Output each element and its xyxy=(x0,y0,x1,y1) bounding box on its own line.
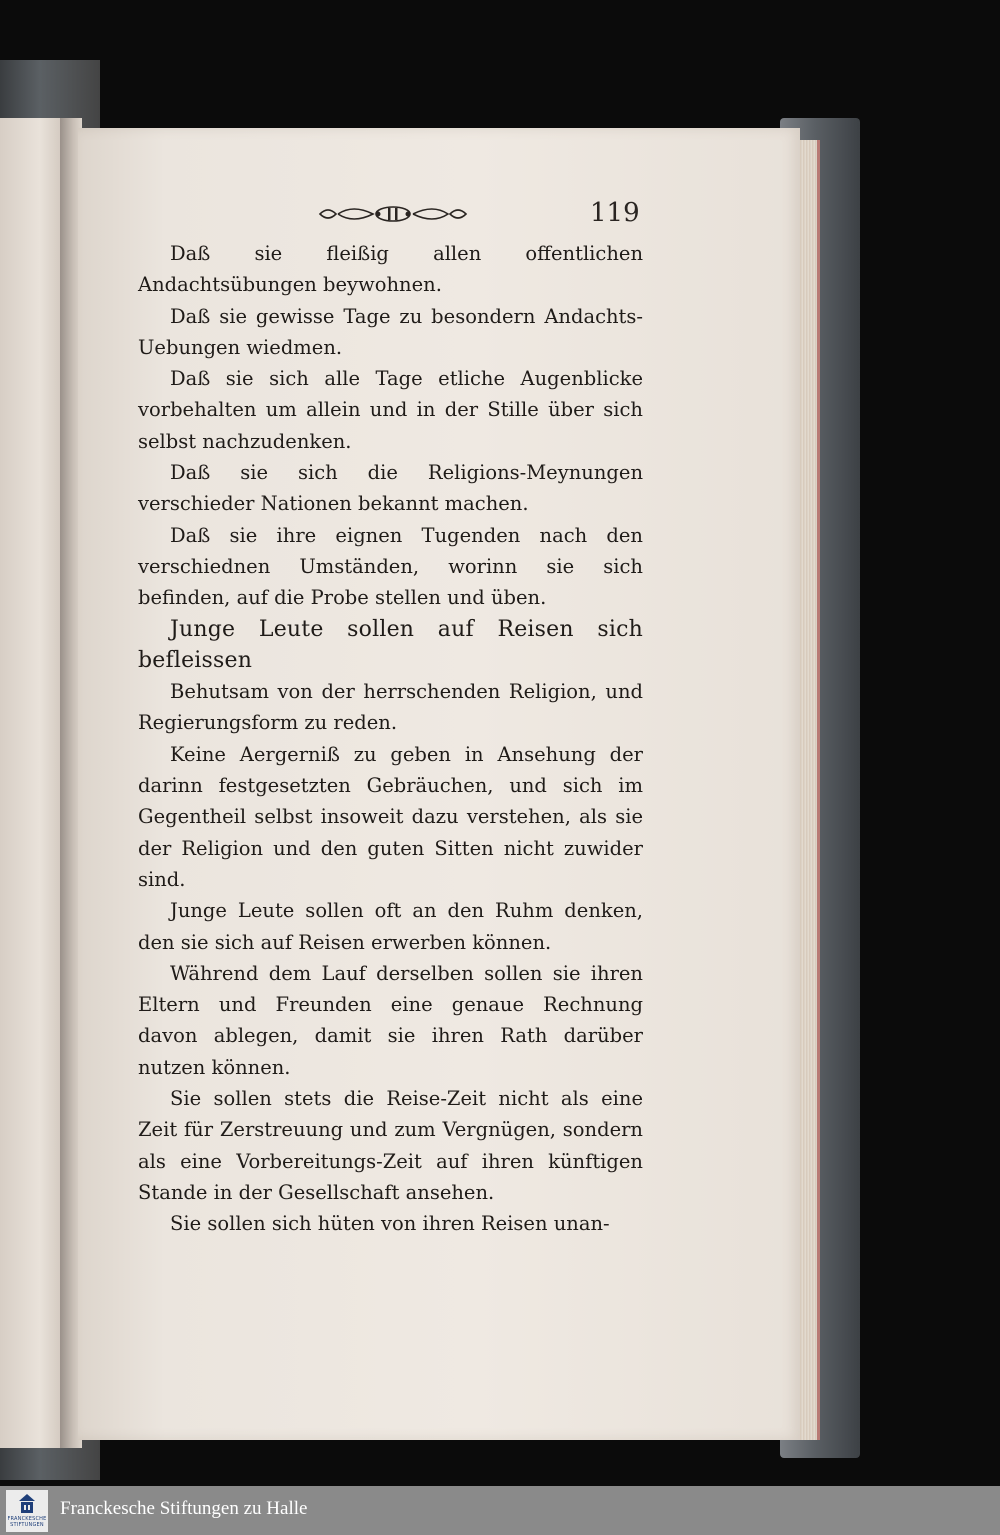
paragraph: Keine Aergerniß zu geben in Ansehung der darinn festgesetzten Gebräuchen, und sich im Gegentheil selbst insoweit dazu verstehen, als sie der Religion und den guten Sitten nicht zuwider sind. xyxy=(138,742,643,891)
logo-text-line: STIFTUNGEN xyxy=(10,1522,44,1528)
paragraph: Während dem Lauf derselben sollen sie ihren Eltern und Freunden eine genaue Rechnung davon ablegen, damit sie ihren Rath darüber nutzen können. xyxy=(138,961,643,1079)
left-page xyxy=(0,118,66,1448)
paragraph: Daß sie fleißig allen offentlichen Andachtsübungen beywohnen. xyxy=(138,242,643,297)
ornament-icon xyxy=(318,204,468,224)
page-number: 119 xyxy=(590,198,640,228)
paragraph: Junge Leute sollen oft an den Ruhm denken, den sie sich auf Reisen erwerben können. xyxy=(138,899,643,954)
paragraph: Daß sie sich alle Tage etliche Augenblicke vorbehalten um allein und in der Stille über sich selbst nachzudenken. xyxy=(138,367,643,453)
paragraph: Daß sie gewisse Tage zu besondern Andachts-Uebungen wiedmen. xyxy=(138,304,643,359)
building-icon xyxy=(19,1494,35,1514)
page-header xyxy=(300,198,640,232)
institution-logo[interactable] xyxy=(6,1490,48,1532)
institution-title: Franckesche Stiftungen zu Halle xyxy=(60,1498,308,1519)
section-heading: Junge Leute sollen auf Reisen sich befleissen xyxy=(138,616,643,673)
logo-text-line: FRANCKESCHE xyxy=(7,1516,47,1522)
paragraph: Daß sie ihre eignen Tugenden nach den verschiednen Umständen, worinn sie sich befinden, auf die Probe stellen und üben. xyxy=(138,523,643,610)
paragraph: Daß sie sich die Religions-Meynungen verschieder Nationen bekannt machen. xyxy=(138,461,643,516)
page-body xyxy=(138,238,643,1240)
paragraph: Behutsam von der herrschenden Religion, und Regierungsform zu reden. xyxy=(138,680,643,735)
paragraph: Sie sollen stets die Reise-Zeit nicht als eine Zeit für Zerstreuung und zum Vergnügen, sondern als eine Vorbereitungs-Zeit auf ihren künftigen Stande in der Gesellschaft ansehen. xyxy=(138,1087,643,1204)
paragraph: Sie sollen sich hüten von ihren Reisen unan- xyxy=(170,1212,610,1236)
institution-footer xyxy=(0,1486,1000,1535)
logo-text xyxy=(6,1516,48,1528)
